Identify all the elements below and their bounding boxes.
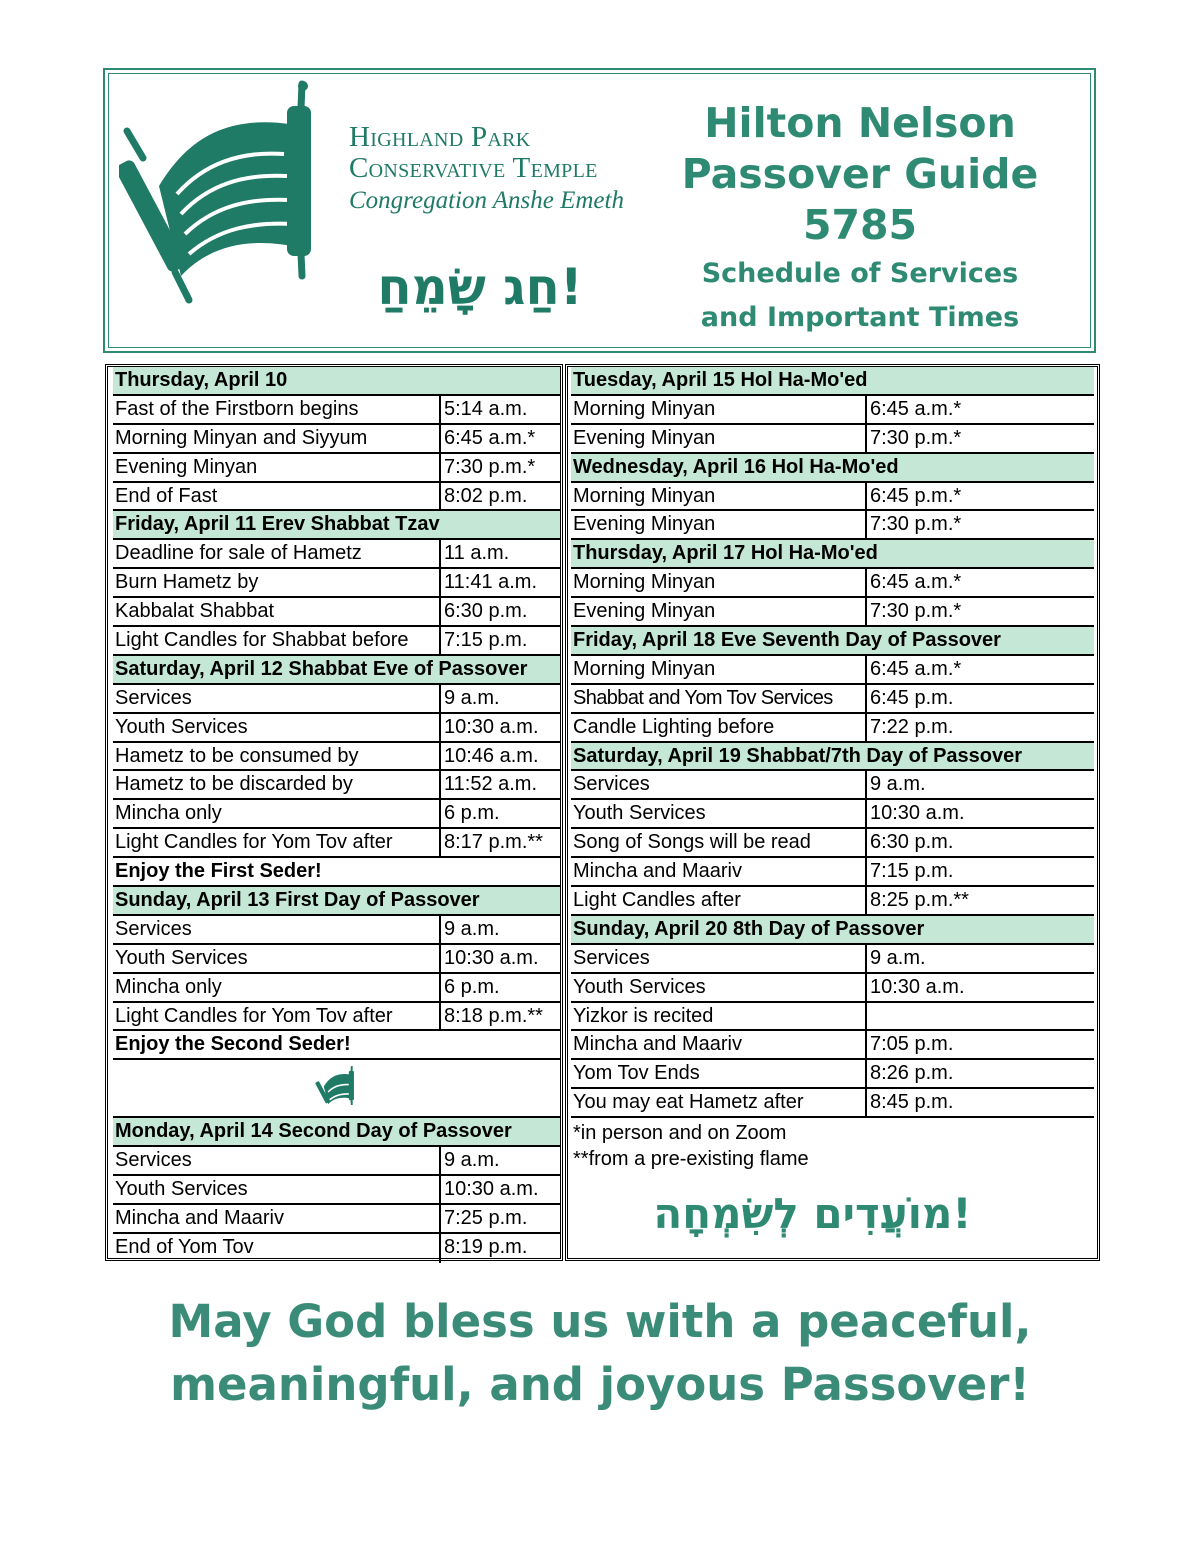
table-row bbox=[113, 396, 560, 425]
table-row bbox=[113, 1147, 560, 1176]
table-row bbox=[571, 396, 1094, 425]
day-header bbox=[571, 627, 1094, 656]
event-label: Evening Minyan bbox=[571, 598, 867, 625]
event-time: 7:15 p.m. bbox=[870, 860, 954, 883]
day-title: Sunday, April 13 First Day of Passover bbox=[115, 889, 480, 912]
event-label: Mincha and Maariv bbox=[113, 1205, 441, 1232]
event-label: Burn Hametz by bbox=[113, 569, 441, 596]
event-label: Hametz to be discarded by bbox=[113, 771, 441, 798]
footnotes bbox=[571, 1118, 1094, 1172]
event-time: 8:02 p.m. bbox=[444, 484, 528, 507]
event-label: Light Candles after bbox=[571, 887, 867, 914]
table-row bbox=[113, 454, 560, 483]
table-row bbox=[571, 714, 1094, 743]
event-label: Evening Minyan bbox=[571, 511, 867, 538]
day-header bbox=[113, 1118, 560, 1147]
table-row bbox=[571, 569, 1094, 598]
day-header bbox=[113, 887, 560, 916]
event-time: 10:30 a.m. bbox=[444, 715, 539, 738]
table-row bbox=[113, 569, 560, 598]
event-label: Morning Minyan bbox=[571, 396, 867, 423]
event-label: Morning Minyan and Siyyum bbox=[113, 425, 441, 452]
event-label: Light Candles for Shabbat before bbox=[113, 627, 441, 654]
day-title: Thursday, April 17 Hol Ha-Mo'ed bbox=[573, 542, 878, 565]
event-time: 7:25 p.m. bbox=[444, 1207, 528, 1230]
table-row bbox=[571, 656, 1094, 685]
event-label: Mincha and Maariv bbox=[571, 858, 867, 885]
event-time: 6:30 p.m. bbox=[870, 831, 954, 854]
torah-scroll-logo-icon bbox=[119, 76, 334, 311]
table-row bbox=[113, 1205, 560, 1234]
table-row bbox=[571, 974, 1094, 1003]
event-label: Kabbalat Shabbat bbox=[113, 598, 441, 625]
event-label: Fast of the Firstborn begins bbox=[113, 396, 441, 423]
event-label: Youth Services bbox=[571, 800, 867, 827]
event-time: 9 a.m. bbox=[870, 773, 926, 796]
event-time: 9 a.m. bbox=[444, 1149, 500, 1172]
table-row bbox=[113, 974, 560, 1003]
day-header bbox=[113, 511, 560, 540]
event-label: Services bbox=[571, 771, 867, 798]
event-time: 10:30 a.m. bbox=[444, 1178, 539, 1201]
small-logo-row bbox=[113, 1060, 560, 1118]
footnote-flame: **from a pre-existing flame bbox=[573, 1148, 809, 1171]
event-time: 8:17 p.m.** bbox=[444, 831, 543, 854]
guide-subtitle-line2: and Important Times bbox=[700, 302, 1020, 333]
event-label: Services bbox=[113, 916, 441, 943]
event-label: Youth Services bbox=[113, 1176, 441, 1203]
day-header bbox=[571, 367, 1094, 396]
event-time: 7:05 p.m. bbox=[870, 1033, 954, 1056]
event-label: Light Candles for Yom Tov after bbox=[113, 829, 441, 856]
table-row bbox=[571, 598, 1094, 627]
table-row bbox=[113, 800, 560, 829]
day-title: Tuesday, April 15 Hol Ha-Mo'ed bbox=[573, 369, 868, 391]
table-row bbox=[571, 771, 1094, 800]
table-row bbox=[113, 916, 560, 945]
day-header bbox=[571, 454, 1094, 483]
event-label: Deadline for sale of Hametz bbox=[113, 540, 441, 567]
event-label: Mincha and Maariv bbox=[571, 1031, 867, 1058]
seder-note-text: Enjoy the First Seder! bbox=[115, 860, 322, 883]
event-time: 7:22 p.m. bbox=[870, 715, 954, 738]
table-row bbox=[113, 685, 560, 714]
day-title: Saturday, April 12 Shabbat Eve of Passover bbox=[115, 657, 528, 680]
day-title: Thursday, April 10 bbox=[115, 369, 288, 391]
event-label: Mincha only bbox=[113, 800, 441, 827]
table-row bbox=[571, 1031, 1094, 1060]
event-time: 8:18 p.m.** bbox=[444, 1004, 543, 1027]
event-time: 9 a.m. bbox=[444, 686, 500, 709]
day-header bbox=[113, 656, 560, 685]
event-label: Candle Lighting before bbox=[571, 714, 867, 741]
event-label: Evening Minyan bbox=[571, 425, 867, 452]
table-row bbox=[571, 858, 1094, 887]
guide-subtitle-line1: Schedule of Services bbox=[701, 258, 1019, 289]
event-time: 6:45 a.m.* bbox=[870, 397, 962, 420]
guide-subtitle bbox=[680, 252, 1040, 340]
event-time: 8:26 p.m. bbox=[870, 1062, 954, 1085]
event-time: 7:30 p.m.* bbox=[870, 426, 962, 449]
event-time: 11:41 a.m. bbox=[444, 571, 538, 594]
day-title: Wednesday, April 16 Hol Ha-Mo'ed bbox=[573, 455, 899, 478]
event-time: 8:25 p.m.** bbox=[870, 889, 969, 912]
org-name-line1: Highland Park bbox=[349, 121, 531, 153]
event-label: Shabbat and Yom Tov Services bbox=[571, 685, 867, 712]
event-time bbox=[867, 1003, 1094, 1030]
event-label: End of Yom Tov bbox=[113, 1234, 441, 1263]
table-row bbox=[113, 829, 560, 858]
event-label: Youth Services bbox=[113, 714, 441, 741]
event-time: 5:14 a.m. bbox=[444, 397, 528, 420]
table-row bbox=[571, 1003, 1094, 1032]
event-label: Yizkor is recited bbox=[571, 1003, 867, 1030]
seder-note-text: Enjoy the Second Seder! bbox=[115, 1033, 351, 1056]
table-row bbox=[113, 425, 560, 454]
table-row bbox=[113, 1003, 560, 1032]
footnote-zoom: *in person and on Zoom bbox=[573, 1122, 787, 1145]
guide-title-line1: Hilton Nelson bbox=[704, 99, 1016, 147]
event-time: 6 p.m. bbox=[444, 802, 500, 825]
event-label: Services bbox=[113, 685, 441, 712]
table-row bbox=[113, 483, 560, 512]
blessing-line1: May God bless us with a peaceful, bbox=[168, 1295, 1032, 1348]
event-time: 6:45 a.m.* bbox=[444, 426, 536, 449]
table-row bbox=[571, 829, 1094, 858]
org-name bbox=[349, 122, 659, 184]
table-row bbox=[113, 771, 560, 800]
event-label: Evening Minyan bbox=[113, 454, 441, 481]
table-row bbox=[571, 511, 1094, 540]
event-label: Light Candles for Yom Tov after bbox=[113, 1003, 441, 1030]
event-label: Morning Minyan bbox=[571, 569, 867, 596]
table-row bbox=[113, 598, 560, 627]
schedule-right bbox=[565, 364, 1100, 1261]
passover-blessing bbox=[100, 1290, 1100, 1416]
day-title: Sunday, April 20 8th Day of Passover bbox=[573, 917, 925, 940]
org-subtitle: Congregation Anshe Emeth bbox=[349, 187, 624, 214]
day-title: Friday, April 18 Eve Seventh Day of Passover bbox=[573, 629, 1001, 652]
event-label: Morning Minyan bbox=[571, 656, 867, 683]
event-label: Yom Tov Ends bbox=[571, 1060, 867, 1087]
org-name-line2: Conservative Temple bbox=[349, 152, 598, 184]
table-row bbox=[571, 1060, 1094, 1089]
day-title: Monday, April 14 Second Day of Passover bbox=[115, 1120, 512, 1143]
table-row bbox=[571, 887, 1094, 916]
header-box bbox=[103, 68, 1096, 353]
event-label: Hametz to be consumed by bbox=[113, 743, 441, 770]
event-time: 6:45 a.m.* bbox=[870, 571, 962, 594]
event-time: 7:15 p.m. bbox=[444, 629, 528, 652]
event-label: Services bbox=[113, 1147, 441, 1174]
small-torah-scroll-icon bbox=[311, 1065, 363, 1111]
guide-title-year: 5785 bbox=[802, 201, 918, 249]
seder-note bbox=[113, 1031, 560, 1060]
guide-title bbox=[680, 98, 1040, 251]
table-row bbox=[113, 1176, 560, 1205]
table-row bbox=[571, 483, 1094, 512]
table-row bbox=[113, 627, 560, 656]
table-row bbox=[113, 714, 560, 743]
table-row bbox=[571, 800, 1094, 829]
event-time: 6 p.m. bbox=[444, 975, 500, 998]
event-time: 8:19 p.m. bbox=[444, 1235, 528, 1258]
event-label: Services bbox=[571, 945, 867, 972]
event-time: 9 a.m. bbox=[444, 917, 500, 940]
event-time: 6:45 p.m.* bbox=[870, 484, 962, 507]
table-row bbox=[113, 945, 560, 974]
table-row bbox=[113, 540, 560, 569]
chag-sameach-heading: !חַג שָׂמֵחַ bbox=[377, 258, 583, 316]
event-time: 10:46 a.m. bbox=[444, 744, 539, 767]
event-label: Youth Services bbox=[571, 974, 867, 1001]
event-time: 7:30 p.m.* bbox=[870, 600, 962, 623]
table-row bbox=[571, 1089, 1094, 1118]
event-time: 10:30 a.m. bbox=[444, 946, 539, 969]
event-label: Mincha only bbox=[113, 974, 441, 1001]
day-title: Saturday, April 19 Shabbat/7th Day of Passover bbox=[573, 744, 1023, 767]
event-time: 11:52 a.m. bbox=[444, 773, 538, 796]
event-time: 6:45 a.m.* bbox=[870, 657, 962, 680]
event-label: Youth Services bbox=[113, 945, 441, 972]
event-time: 10:30 a.m. bbox=[870, 802, 965, 825]
event-time: 7:30 p.m.* bbox=[444, 455, 536, 478]
event-time: 6:45 p.m. bbox=[870, 686, 954, 709]
day-header bbox=[571, 540, 1094, 569]
event-time: 10:30 a.m. bbox=[870, 975, 965, 998]
event-time: 8:45 p.m. bbox=[870, 1091, 954, 1114]
event-label: Morning Minyan bbox=[571, 483, 867, 510]
event-time: 6:30 p.m. bbox=[444, 600, 528, 623]
blessing-line2: meaningful, and joyous Passover! bbox=[170, 1358, 1030, 1411]
day-header bbox=[571, 916, 1094, 945]
event-time: 9 a.m. bbox=[870, 946, 926, 969]
event-label: End of Fast bbox=[113, 483, 441, 510]
event-time: 7:30 p.m.* bbox=[870, 513, 962, 536]
seder-note bbox=[113, 858, 560, 887]
event-label: Song of Songs will be read bbox=[571, 829, 867, 856]
table-row bbox=[113, 1234, 560, 1263]
schedule-left bbox=[105, 364, 563, 1261]
table-row bbox=[113, 743, 560, 772]
day-title: Friday, April 11 Erev Shabbat Tzav bbox=[115, 513, 440, 536]
event-label: You may eat Hametz after bbox=[571, 1089, 867, 1116]
day-header bbox=[571, 743, 1094, 772]
day-header bbox=[113, 367, 560, 396]
table-row bbox=[571, 425, 1094, 454]
table-row bbox=[571, 685, 1094, 714]
event-time: 11 a.m. bbox=[444, 542, 510, 565]
table-row bbox=[571, 945, 1094, 974]
guide-title-line2: Passover Guide bbox=[681, 150, 1039, 198]
moadim-lesimcha-heading: !מוֹעֲדִים לְשִׂמְחָה bbox=[653, 1189, 972, 1239]
